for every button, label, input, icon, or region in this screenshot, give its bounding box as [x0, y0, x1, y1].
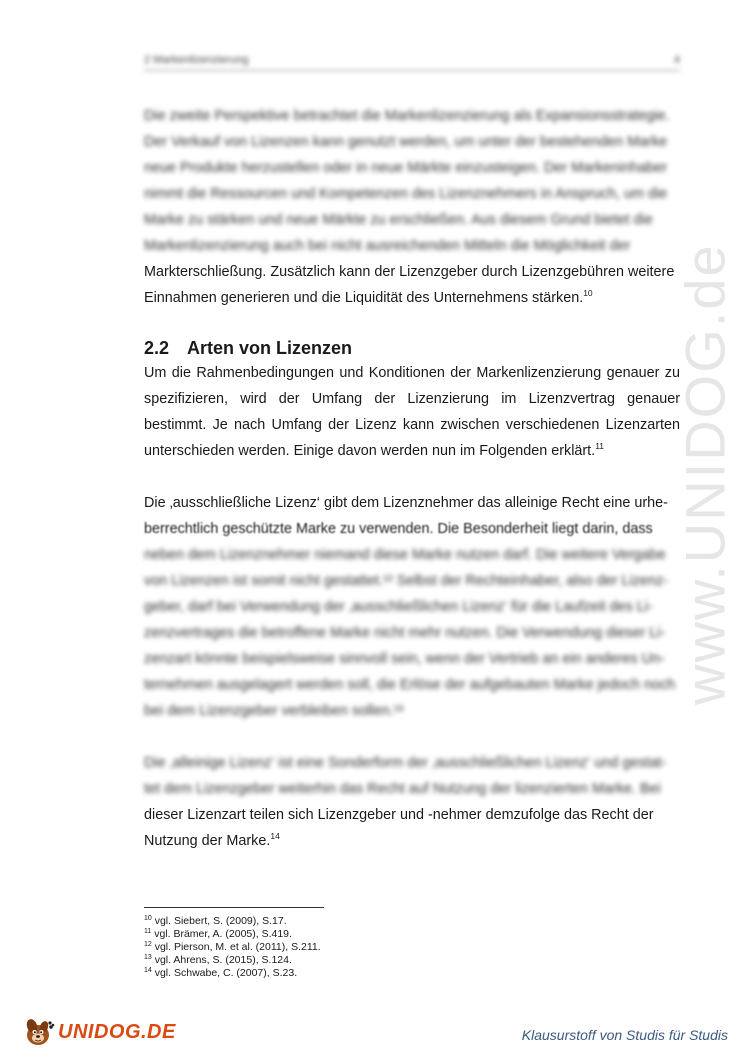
unidog-logo[interactable]	[22, 1012, 176, 1052]
text-line: von Lizenzen ist somit nicht gestattet.¹² Selbst der Rechteinhaber, also der Lizenz-	[144, 573, 668, 589]
footnote-ref[interactable]: 10	[583, 288, 593, 298]
footnote-divider	[144, 907, 324, 908]
paragraph-text: Um die Rahmenbedingungen und Konditionen der Markenlizenzierung genauer zu spezifizieren, wird der Umfang der Lizenzierung im Lizenzvertrag genauer bestimmt. Je nach Umfang der Lizenz kann zwischen verschiedenen Lizenzarten unterschieden werden. Einige davon werden nun im Folgenden erklärt.	[144, 365, 680, 459]
footnote-item	[144, 954, 544, 967]
text-line: bei dem Lizenzgeber verbleiben sollen.¹³	[144, 703, 404, 719]
text-line: zenzart könnte beispielsweise sinnvoll sein, wenn der Vertrieb an ein anderes Un-	[144, 651, 665, 667]
text-line: Die ‚alleinige Lizenz‘ ist eine Sonderform der ‚ausschließlichen Lizenz‘ und gestat-	[144, 755, 667, 771]
paragraph-exclusive-license	[144, 490, 680, 724]
footnote-number: 12	[144, 941, 152, 948]
paragraph-sole-license	[144, 750, 680, 854]
text-line: Markterschließung. Zusätzlich kann der Lizenzgeber durch Lizenzgebühren weitere	[144, 264, 675, 280]
blurred-text-block	[144, 750, 680, 802]
text-line: berrechtlich geschützte Marke zu verwenden. Die Besonderheit liegt darin, dass	[144, 521, 653, 537]
footnote-number: 10	[144, 915, 152, 922]
text-line: zenzvertrages die betroffene Marke nicht mehr nutzen. Die Verwendung dieser Li-	[144, 625, 666, 641]
running-header	[144, 54, 680, 71]
footnote-item	[144, 928, 544, 941]
text-line: Die ‚ausschließliche Lizenz‘ gibt dem Lizenznehmer das alleinige Recht eine urhe-	[144, 495, 668, 511]
footnote-ref[interactable]: 14	[270, 831, 280, 841]
text-line: Markenlizenzierung auch bei nicht ausreichenden Mitteln die Möglichkeit der	[144, 238, 631, 254]
text-line	[144, 828, 680, 854]
logo-text: UNIDOG.DE	[58, 1020, 176, 1043]
footnote-number: 13	[144, 954, 152, 961]
footnote-text: vgl. Schwabe, C. (2007), S.23.	[154, 967, 298, 979]
dog-mascot-icon	[22, 1015, 56, 1049]
watermark: www.UNIDOG.de	[673, 243, 737, 705]
footnote-text: vgl. Siebert, S. (2009), S.17.	[154, 915, 287, 927]
paragraph-expansion	[144, 103, 680, 311]
text-line: geber, darf bei Verwendung der ‚ausschließlichen Lizenz‘ für die Laufzeit des Li-	[144, 599, 653, 615]
footnote-text: vgl. Ahrens, S. (2015), S.124.	[154, 954, 292, 966]
footnote-text: vgl. Pierson, M. et al. (2011), S.211.	[154, 941, 321, 953]
text-span: Einnahmen generieren und die Liquidität des Unternehmens stärken.	[144, 290, 584, 306]
text-line: Der Verkauf von Lizenzen kann genutzt werden, um unter der bestehenden Marke	[144, 134, 668, 150]
text-line: neben dem Lizenznehmer niemand diese Marke nutzen darf. Die weitere Vergabe	[144, 547, 666, 563]
text-line: dieser Lizenzart teilen sich Lizenzgeber und -nehmer demzufolge das Recht der	[144, 807, 654, 823]
footnote-number: 14	[144, 967, 152, 974]
footnotes	[144, 915, 544, 980]
text-line: tet dem Lizenzgeber weiterhin das Recht auf Nutzung der lizenzierten Marke. Bei	[144, 781, 661, 797]
header-title: 2 Markenlizenzierung	[144, 54, 249, 66]
text-line: Marke zu stärken und neue Märkte zu erschließen. Aus diesem Grund bietet die	[144, 212, 653, 228]
section-title: Arten von Lizenzen	[187, 338, 353, 358]
blurred-text-block	[144, 542, 680, 724]
section-number: 2.2	[144, 338, 170, 358]
text-line: neue Produkte herzustellen oder in neue Märkte einzusteigen. Der Markeninhaber	[144, 160, 668, 176]
paragraph-license-types	[144, 360, 680, 464]
header-page-number: 4	[673, 54, 680, 66]
footnote-item	[144, 915, 544, 928]
text-span: Nutzung der Marke.	[144, 833, 271, 849]
footnote-number: 11	[144, 928, 152, 935]
footnote-ref[interactable]: 11	[595, 441, 605, 451]
text-line	[144, 285, 680, 311]
footnote-text: vgl. Brämer, A. (2005), S.419.	[154, 928, 292, 940]
blurred-text-block	[144, 103, 680, 259]
section-heading	[144, 335, 352, 361]
text-line: Die zweite Perspektive betrachtet die Markenlizenzierung als Expansionsstrategie.	[144, 108, 670, 124]
footnote-item	[144, 967, 544, 980]
footer-slogan: Klausurstoff von Studis für Studis	[521, 1027, 728, 1043]
text-line: ternehmen ausgelagert werden soll, die Erlöse der aufgebauten Marke jedoch noch	[144, 677, 676, 693]
text-line: nimmt die Ressourcen und Kompetenzen des Lizenznehmers in Anspruch, um die	[144, 186, 668, 202]
footnote-item	[144, 941, 544, 954]
